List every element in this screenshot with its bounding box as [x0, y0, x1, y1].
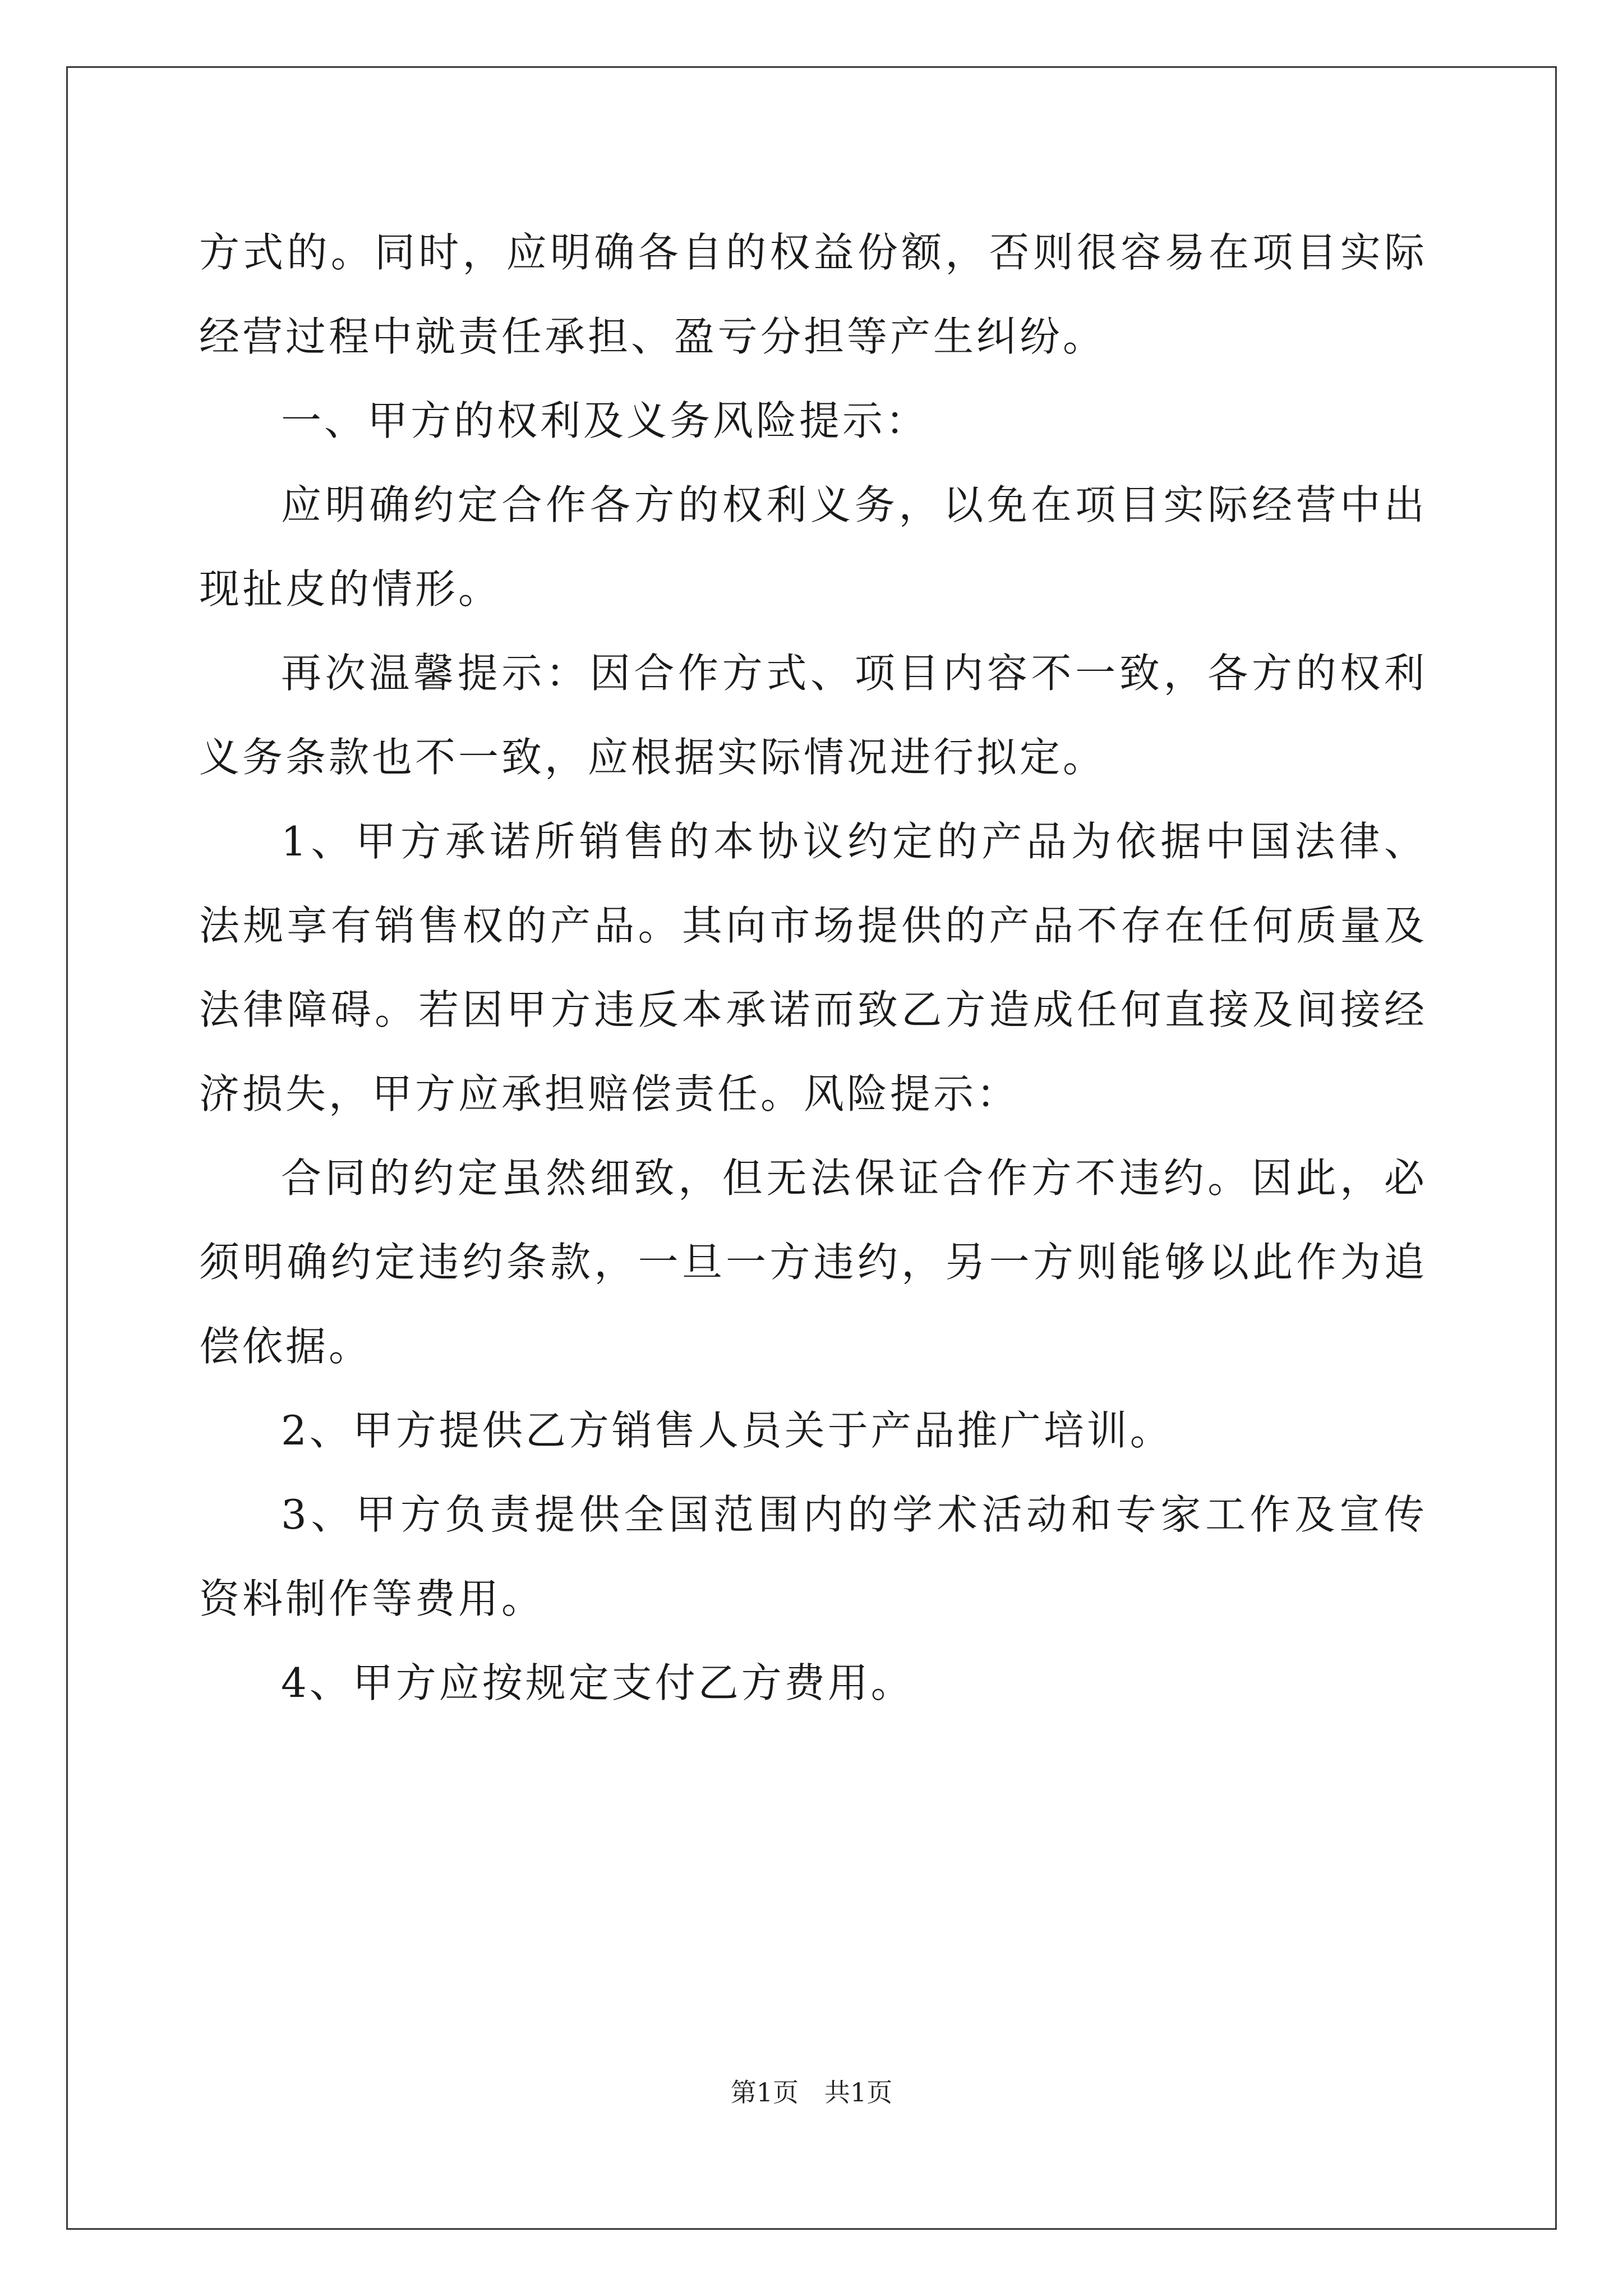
paragraph-clause-1: 1、甲方承诺所销售的本协议约定的产品为依据中国法律、法规享有销售权的产品。其向市场提供的产品不存在任何质量及法律障碍。若因甲方违反本承诺而致乙方造成任何直接及间接经济损失，甲方应承担赔偿责任。风险提示： — [199, 818, 1427, 1117]
paragraph-clause-3: 3、甲方负责提供全国范围内的学术活动和专家工作及宣传资料制作等费用。 — [199, 1491, 1427, 1622]
paragraph-breach-note: 合同的约定虽然细致，但无法保证合作方不违约。因此，必须明确约定违约条款，一旦一方违约，另一方则能够以此作为追偿依据。 — [199, 1154, 1427, 1370]
paragraph-party-a-heading: 一、甲方的权利及义务风险提示： — [281, 397, 929, 444]
paragraph-clause-4: 4、甲方应按规定支付乙方费用。 — [281, 1659, 914, 1706]
paragraph-reminder: 再次温馨提示：因合作方式、项目内容不一致，各方的权利义务条款也不一致，应根据实际情况进行拟定。 — [199, 650, 1427, 781]
paragraph-rights-duties: 应明确约定合作各方的权利义务，以免在项目实际经营中出现扯皮的情形。 — [199, 481, 1427, 613]
paragraph-clause-2: 2、甲方提供乙方销售人员关于产品推广培训。 — [281, 1407, 1173, 1454]
document-body — [199, 210, 1427, 1725]
page-number-footer: 第1页 共1页 — [730, 2077, 893, 2108]
paragraph-intro: 方式的。同时，应明确各自的权益份额，否则很容易在项目实际经营过程中就责任承担、盈亏分担等产生纠纷。 — [199, 229, 1427, 360]
